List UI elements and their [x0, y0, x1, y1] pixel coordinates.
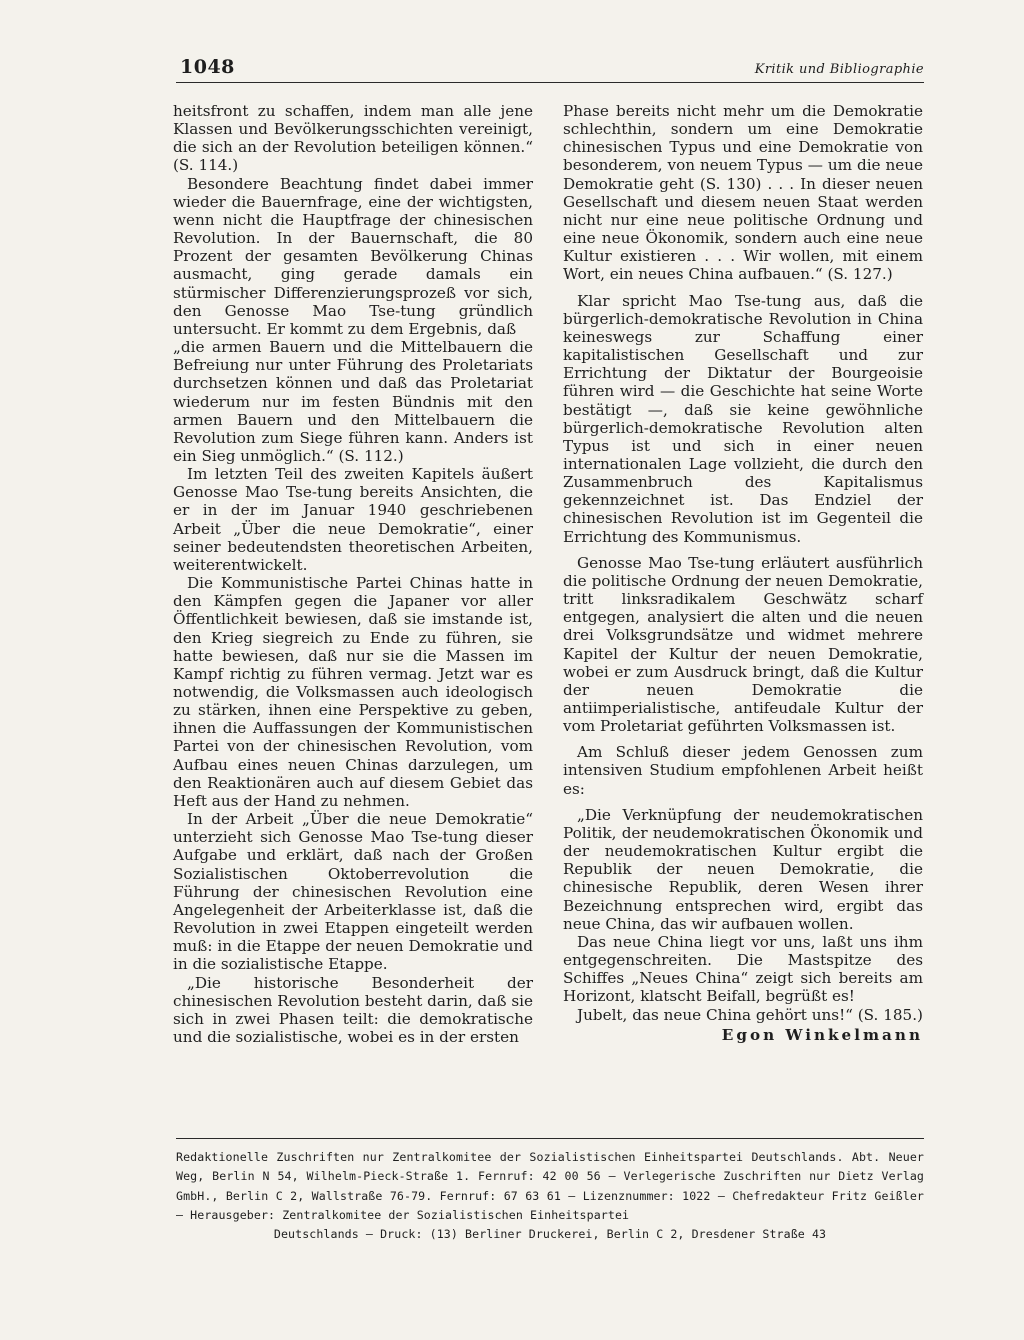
quotation: „Die Verknüpfung der neudemokratischen Politik, der neudemokratischen Ökonomik und der neudemokratischen Kultur ergibt die Republik der neuen Demokratie, die chinesische Republik, deren Wesen ihrer Bezeichnung entsprechen wird, ergibt das neue China, das wir aufbauen wollen.: [563, 805, 923, 933]
paragraph: Die Kommunistische Partei Chinas hatte in den Kämpfen gegen die Japaner vor aller Öffentlichkeit bewiesen, daß sie imstande ist, den Krieg siegreich zu Ende zu führen, sie hatte bewiesen, daß nur sie die Massen im Kampf richtig zu führen vermag. Jetzt war es notwendig, die Volksmassen auch ideologisch zu stärken, ihnen eine Perspektive zu geben, ihnen die Auffassungen der Kommunistischen Partei von der chinesischen Revolution, vom Aufbau eines neuen Chinas darzulegen, um den Reaktionären auch auf diesem Gebiet das Heft aus der Hand zu nehmen.: [173, 574, 533, 810]
footer-rule: [176, 1138, 924, 1139]
paragraph: Am Schluß dieser jedem Genossen zum intensiven Studium empfohlenen Arbeit heißt es:: [563, 743, 923, 798]
paragraph: In der Arbeit „Über die neue Demokratie“ unterzieht sich Genosse Mao Tse-tung dieser Aufgabe und erklärt, daß nach der Großen Sozialistischen Oktoberrevolution die Führung der chinesischen Revolution eine Angelegenheit der Arbeiterklasse ist, daß die Revolution in zwei Etappen eingeteilt werden muß: in die Etappe der neuen Demokratie und in die sozialistische Etappe.: [173, 810, 533, 974]
quotation: Jubelt, das neue China gehört uns!“ (S. 185.): [577, 1005, 923, 1024]
header-rule: [176, 82, 924, 83]
quotation: „die armen Bauern und die Mittelbauern die Befreiung nur unter Führung des Proletariats durchsetzen können und daß das Proletariat wiederum nur im festen Bündnis mit den armen Bauern und den Mittelbauern die Revolution zum Siege führen kann. Anders ist ein Sieg unmöglich.“ (S. 112.): [173, 338, 533, 465]
running-title: Kritik und Bibliographie: [754, 62, 924, 77]
quotation: Das neue China liegt vor uns, laßt uns ihm entgegenschreiten. Die Mastspitze des Schiffes „Neues China“ zeigt sich bereits am Horizont, klatscht Beifall, begrüßt es!: [563, 932, 923, 1006]
paragraph: Klar spricht Mao Tse-tung aus, daß die bürgerlich-demokratische Revolution in China keineswegs zur Schaffung einer kapitalistischen Gesellschaft und zur Errichtung der Diktatur der Bourgeoisie führen wird — die Geschichte hat seine Worte bestätigt —, daß sie keine gewöhnliche bürgerlich-demokratische Revolution alten Typus ist und sich in einer neuen internationalen Lage vollzieht, die durch den Zusammenbruch des Kapitalismus gekennzeichnet ist. Das Endziel der chinesischen Revolution ist im Gegenteil die Errichtung des Kommunismus.: [563, 291, 923, 546]
quotation-continued: Phase bereits nicht mehr um die Demokratie schlechthin, sondern um eine Demokratie chinesischen Typus und eine Demokratie von besonderem, von neuem Typus — um die neue Demokratie geht (S. 130) . . . In dieser neuen Gesellschaft und diesem neuen Staat werden nicht nur eine neue politische Ordnung und eine neue Ökonomik, sondern auch eine neue Kultur existieren . . . Wir wollen, mit einem Wort, ein neues China aufbauen.“ (S. 127.): [563, 102, 923, 284]
left-column: [173, 102, 533, 1046]
quotation: „Die historische Besonderheit der chinesischen Revolution besteht darin, daß sie sich in zwei Phasen teilt: die demokratische und die sozialistische, wobei es in der ersten: [173, 973, 533, 1046]
imprint-text: Redaktionelle Zuschriften nur Zentralkomitee der Sozialistischen Einheitspartei Deutschlands. Abt. Neuer Weg, Berlin N 54, Wilhelm-Pieck-Straße 1. Fernruf: 42 00 56 — Verlegerische Zuschriften nur Dietz Verlag GmbH., Berlin C 2, Wallstraße 76-79. Fernruf: 67 63 61 — Lizenznummer: 1022 — Chefredakteur Fritz Geißler — Herausgeber: Zentralkomitee der Sozialistischen Einheitspartei: [176, 1150, 924, 1222]
page-number: 1048: [180, 56, 235, 78]
author-signature: Egon Winkelmann: [721, 1025, 923, 1044]
paragraph: Besondere Beachtung findet dabei immer wieder die Bauernfrage, eine der wichtigsten, wenn nicht die Hauptfrage der chinesischen Revolution. In der Bauernschaft, die 80 Prozent der gesamten Bevölkerung Chinas ausmacht, ging gerade damals ein stürmischer Differenzierungsprozeß vor sich, den Genosse Mao Tse-tung gründlich untersucht. Er kommt zu dem Ergebnis, daß: [173, 174, 533, 338]
imprint-last-line: Deutschlands — Druck: (13) Berliner Druckerei, Berlin C 2, Dresdener Straße 43: [273, 1227, 827, 1242]
paragraph: Genosse Mao Tse-tung erläutert ausführlich die politische Ordnung der neuen Demokratie, tritt linksradikalem Geschwätz scharf entgegen, analysiert die alten und die neuen drei Volksgrundsätze und widmet mehrere Kapitel der Kultur der neuen Demokratie, wobei er zum Ausdruck bringt, daß die Kultur der neuen Demokratie die antiimperialistische, antifeudale Kultur der vom Proletariat geführten Volksmassen ist.: [563, 553, 923, 736]
imprint: [176, 1148, 924, 1244]
paragraph: Im letzten Teil des zweiten Kapitels äußert Genosse Mao Tse-tung bereits Ansichten, die er in der im Januar 1940 geschriebenen Arbeit „Über die neue Demokratie“, einer seiner bedeutendsten theoretischen Arbeiten, weiterentwickelt.: [173, 465, 533, 574]
paragraph: heitsfront zu schaffen, indem man alle jene Klassen und Bevölkerungsschichten vereinigt, die sich an der Revolution beteiligen können.“ (S. 114.): [173, 102, 533, 175]
right-column: [563, 102, 923, 1044]
